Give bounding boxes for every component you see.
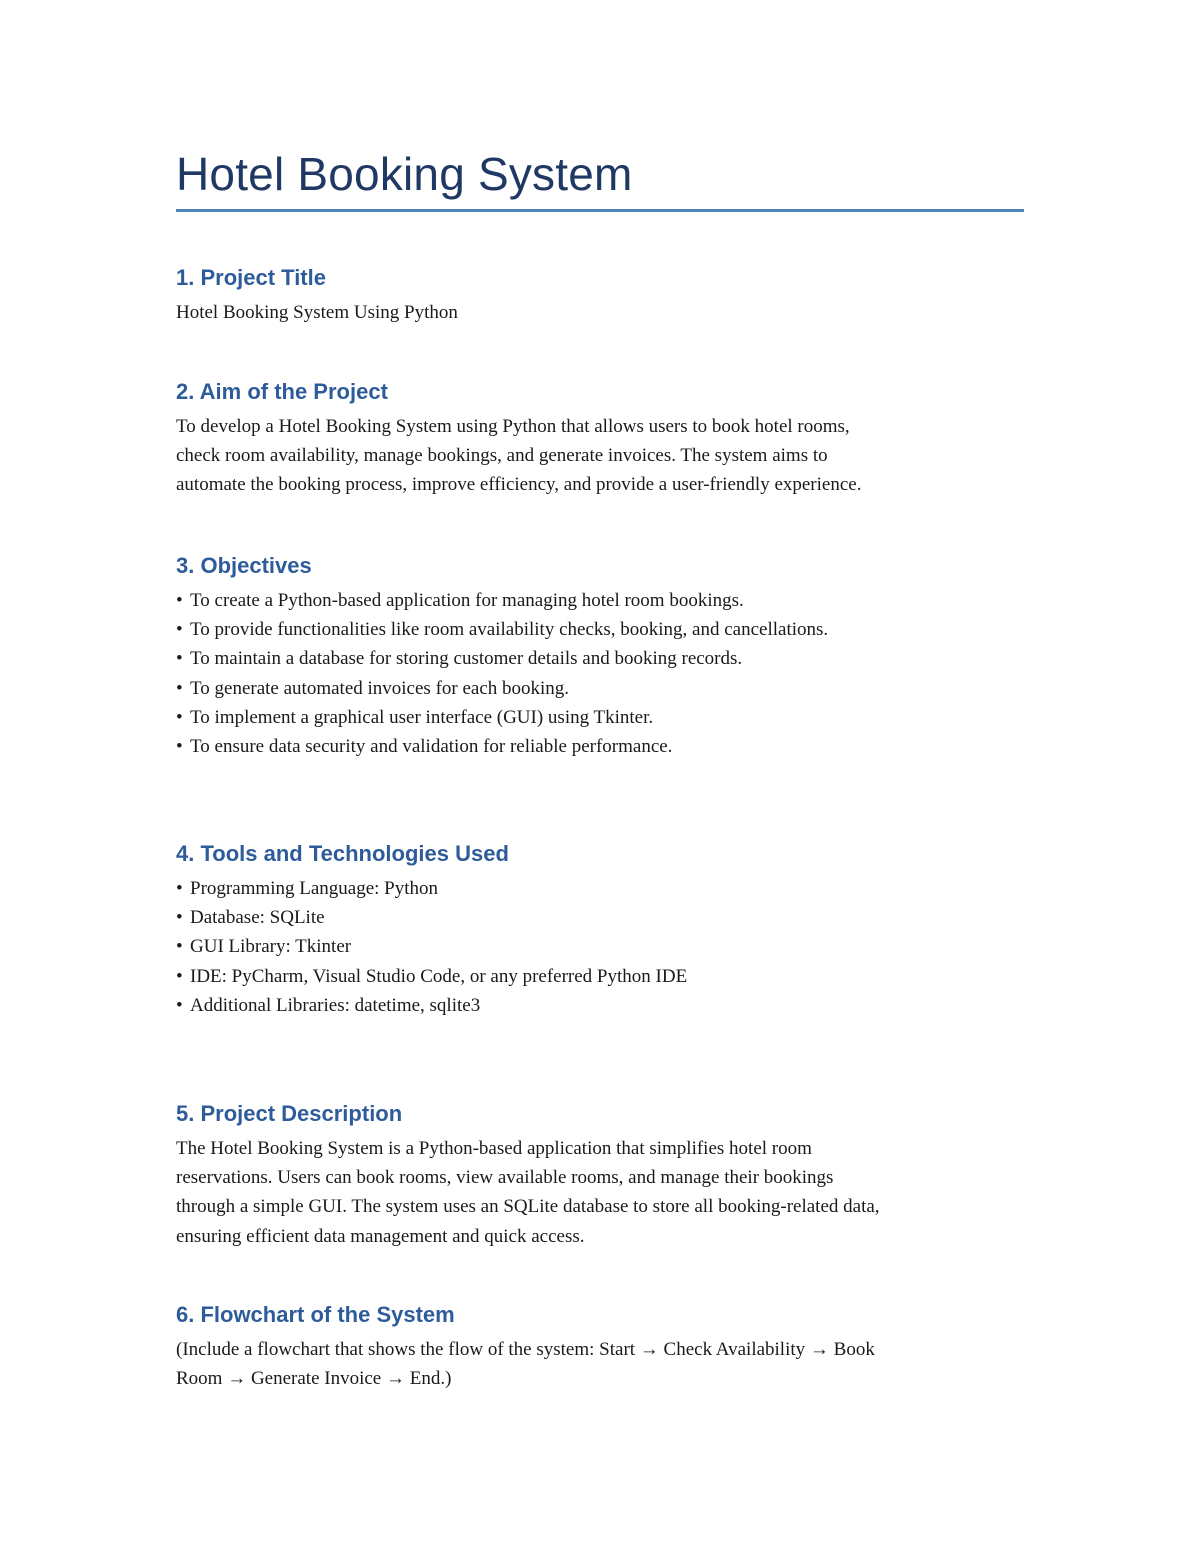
list-item-text: To create a Python-based application for managing hotel room bookings. [190,590,744,611]
title-underline [176,209,1024,212]
heading-objectives: 3. Objectives [176,553,312,578]
list-item [176,932,1024,961]
bullet-icon: • [176,965,183,987]
description-line: reservations. Users can book rooms, view available rooms, and manage their bookings [176,1167,834,1189]
bullet-icon: • [176,619,183,641]
bullet-icon: • [176,907,183,929]
list-item-text: To ensure data security and validation for reliable performance. [190,736,673,758]
aim-line: automate the booking process, improve efficiency, and provide a user-friendly experience. [176,474,862,496]
list-item [176,874,1024,903]
aim-line: To develop a Hotel Booking System using Python that allows users to book hotel rooms, [176,416,850,437]
bullet-icon: • [176,878,183,899]
list-item-text: Additional Libraries: datetime, sqlite3 [190,994,481,1016]
bullet-icon: • [176,648,183,670]
list-item-text: To provide functionalities like room availability checks, booking, and cancellations. [190,619,829,641]
flowchart-line: Room → Generate Invoice → End.) [176,1368,452,1390]
heading-aim: 2. Aim of the Project [176,379,388,404]
list-item [176,962,1024,991]
bullet-icon: • [176,936,183,958]
list-item [176,732,1024,761]
bullet-icon: • [176,706,183,728]
list-item-text: IDE: PyCharm, Visual Studio Code, or any preferred Python IDE [190,965,688,987]
project-title-text: Hotel Booking System Using Python [176,302,458,323]
bullet-icon: • [176,677,183,699]
heading-tools: 4. Tools and Technologies Used [176,841,509,866]
list-item [176,615,1024,644]
aim-paragraph [176,412,1024,500]
list-item [176,991,1024,1020]
list-item-text: To maintain a database for storing customer details and booking records. [190,648,743,670]
list-item-text: To implement a graphical user interface (GUI) using Tkinter. [190,706,654,728]
bullet-icon: • [176,590,183,611]
heading-description: 5. Project Description [176,1101,403,1126]
heading-flowchart: 6. Flowchart of the System [176,1302,455,1327]
flowchart-line: (Include a flowchart that shows the flow of the system: Start → Check Availability → Book [176,1339,875,1360]
description-line: The Hotel Booking System is a Python-based application that simplifies hotel room [176,1138,812,1159]
bullet-icon: • [176,736,183,758]
list-item [176,644,1024,673]
list-item-text: Database: SQLite [190,907,325,929]
objectives-list [176,586,1024,761]
bullet-icon: • [176,994,183,1016]
aim-line: check room availability, manage bookings, and generate invoices. The system aims to [176,445,828,467]
list-item [176,703,1024,732]
description-paragraph [176,1134,1024,1251]
description-line: through a simple GUI. The system uses an SQLite database to store all booking-related data, [176,1196,880,1218]
flowchart-paragraph [176,1335,1024,1393]
list-item [176,586,1024,615]
tools-list [176,874,1024,1020]
list-item-text: Programming Language: Python [190,878,439,899]
heading-project-title: 1. Project Title [176,265,326,290]
document-title: Hotel Booking System [176,148,633,200]
list-item [176,674,1024,703]
description-line: ensuring efficient data management and quick access. [176,1225,585,1247]
list-item [176,903,1024,932]
list-item-text: GUI Library: Tkinter [190,936,352,958]
list-item-text: To generate automated invoices for each booking. [190,677,570,699]
